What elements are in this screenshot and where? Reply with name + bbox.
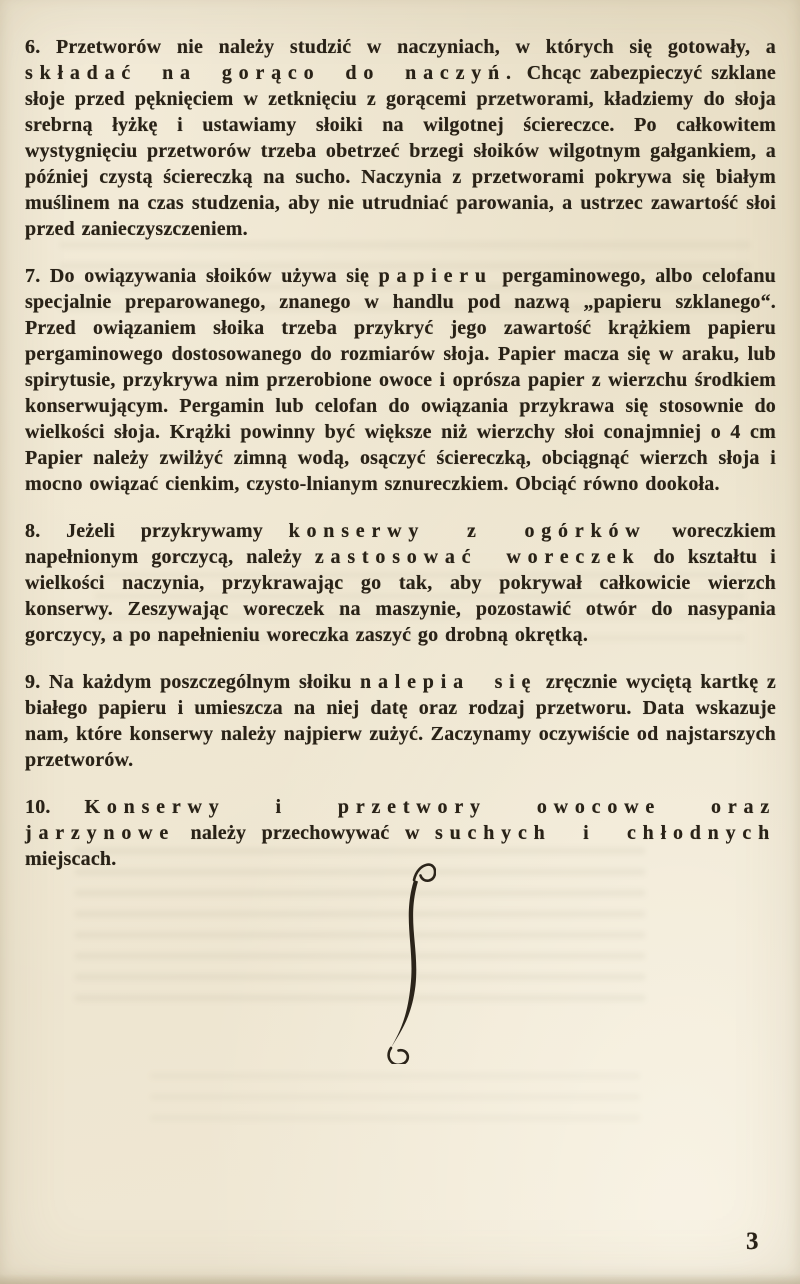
body-text: 6. Przetworów nie należy studzić w naczyniach, w których się gotowały, a bbox=[25, 36, 776, 58]
paragraph-9 bbox=[25, 669, 776, 773]
body-text: pergaminowego, albo celofanu specjalnie preparowanego, znanego w handlu pod nazwą „papieru szklanego“. Przed owiązaniem słoika trzeba przykryć jego zawartość krążkiem papieru pergaminowego dostosowanego do rozmiarów słoja. Papier macza się w araku, lub spirytusie, przykrywa nim przerobione owoce i oprósza papier z wierzchu środkiem konserwującym. Pergamin lub celofan do owiązania przykrawa się stosownie do wielkości słoja. Krążki powinny być większe niż wierzchy słoi conajmniej o 4 cm Papier należy zwilżyć zimną wodą, osączyć ściereczką, obciągnąć wierzch słoja i mocno owiązać cienkim, czysto-lnianym sznureczkiem. Obciąć równo dookoła. bbox=[25, 265, 776, 495]
body-text: 9. Na każdym poszczególnym słoiku bbox=[25, 671, 361, 693]
flourish-stem bbox=[391, 880, 418, 1048]
body-text: do kształtu i wielkości naczynia, przykrawając go tak, aby pokrywał całkowicie wierzch konserwy. Zeszywając woreczek na maszynie, pozostawić otwór do nasypania gorczycy, a po napełnieniu woreczka zaszyć go drobną okrętką. bbox=[25, 546, 776, 646]
body-text: miejscach. bbox=[25, 848, 117, 870]
body-text: Chcąc zabezpieczyć szklane słoje przed pęknięciem w zetknięciu z gorącemi przetworami, kładziemy do słoja srebrną łyżkę i ustawiamy słoiki na wilgotnej ściereczce. Po całkowitem wystygnięciu przetworów trzeba obetrzeć brzegi słoików wilgotnym gałgankiem, a później czystą ściereczką na sucho. Naczynia z przetworami pokrywa się białym muślinem na czas studzenia, aby nie utrudniać parowania, a ustrzec zawartość słoi przed zanieczyszczeniem. bbox=[25, 62, 776, 240]
emphasized-spaced-text: zastosować woreczek bbox=[314, 546, 641, 568]
bleed-through-texture bbox=[75, 848, 645, 1016]
body-text: należy przechowywać w bbox=[175, 822, 436, 844]
body-text: 7. Do owiązywania słoików używa się bbox=[25, 265, 379, 287]
body-text: woreczkiem napełnionym gorczycą, należy bbox=[25, 520, 776, 568]
emphasized-spaced-text: składać na gorąco do naczyń. bbox=[25, 62, 518, 84]
body-text: zręcznie wyciętą kartkę z białego papieru i umieszcza na niej datę oraz rodzaj przetworu. Data wskazuje nam, które konserwy należy najpierw zużyć. Zaczynamy oczywiście od najstarszych przetworów. bbox=[25, 671, 776, 771]
paragraph-7 bbox=[25, 263, 776, 497]
bleed-through-texture bbox=[150, 1058, 640, 1136]
page-number: 3 bbox=[746, 1228, 759, 1255]
emphasized-spaced-text: suchych i chłodnych bbox=[435, 822, 777, 844]
paragraph-8 bbox=[25, 518, 776, 648]
emphasized-spaced-text: papieru bbox=[378, 265, 493, 287]
page-text bbox=[25, 34, 776, 872]
flourish-ornament-icon bbox=[368, 852, 436, 1064]
body-text: 8. Jeżeli przykrywamy bbox=[25, 520, 289, 542]
emphasized-spaced-text: nalepia się bbox=[360, 671, 538, 693]
emphasized-spaced-text: konserwy z ogórków bbox=[288, 520, 647, 542]
body-text: 10. bbox=[25, 796, 85, 818]
emphasized-spaced-text: Konserwy i przetwory owocowe oraz jarzynowe bbox=[25, 796, 776, 844]
paragraph-6 bbox=[25, 34, 776, 242]
